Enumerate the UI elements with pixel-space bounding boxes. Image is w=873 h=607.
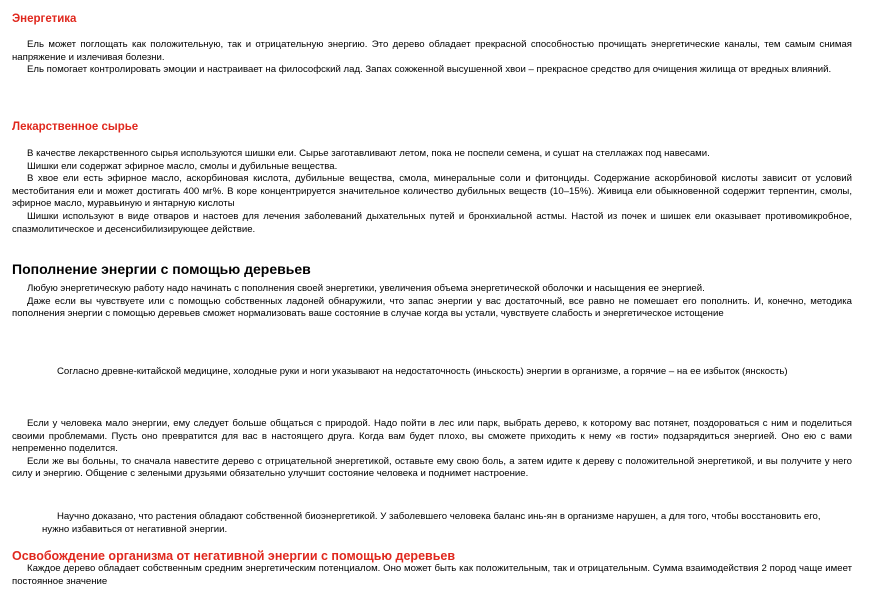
paragraph: Шишки ели содержат эфирное масло, смолы и дубильные вещества. [27, 160, 338, 172]
paragraph: Шишки используют в виде отваров и настоев для лечения заболеваний дыхательных путей и бронхиальной астмы. Настой из почек и шишек ели оказывает противомикробное, спазмолитическое и десенсибилизирующее действие. [12, 210, 852, 235]
paragraph: В качестве лекарственного сырья используются шишки ели. Сырье заготавливают летом, пока не поспели семена, и сушат на стеллажах под навесами. [27, 148, 710, 159]
quote-text: Научно доказано, что растения обладают собственной биоэнергетикой. У заболевшего человека баланс инь-ян в организме нарушен, а для того, чтобы восстановить его, нужно избавиться от негативной энергии. [42, 511, 821, 535]
section-syrye [12, 121, 852, 236]
heading-popolnenie: Пополнение энергии с помощью деревьев [12, 261, 311, 277]
heading-energetika: Энергетика [12, 13, 77, 25]
paragraph: Ель помогает контролировать эмоции и настраивает на философский лад. Запах сожженной высушенной хвои – прекрасное средство для очищения жилища от вредных влияний. [27, 64, 832, 76]
section-popolnenie [12, 261, 852, 321]
paragraph: Если у человека мало энергии, ему следует больше общаться с природой. Надо пойти в лес или парк, выбрать дерево, к которому вас потянет, поздороваться с ним и поделиться своими проблемами. Пусть оно превратится для вас в настоящего друга. Когда вам будет плохо, вы сможете приходить к нему «в гости» подзарядиться энергией. Оно ею с вами непременно поделится. [12, 418, 852, 455]
quote-block-1 [12, 366, 852, 379]
paragraph: Любую энергетическую работу надо начинать с пополнения своей энергетики, увеличения объема энергетической оболочки и насыщения ее энергией. [27, 283, 705, 294]
quote-block-2 [12, 511, 852, 536]
heading-osvobozhdenie: Освобождение организма от негативной энергии с помощью деревьев [12, 549, 456, 563]
section-popolnenie-cont [12, 418, 852, 481]
paragraph: Если же вы больны, то сначала навестите дерево с отрицательной энергетикой, оставьте ему свою боль, а затем идите к дереву с положительной энергетикой, и вы получите у него силу и энергию. Общение с зелеными друзьями обязательно улучшит состояние человека и поднимет настроение. [12, 455, 852, 480]
section-osvobozhdenie [12, 549, 852, 588]
heading-syrye: Лекарственное сырье [12, 121, 139, 133]
section-energetika [12, 13, 852, 77]
paragraph: Ель может поглощать как положительную, так и отрицательную энергию. Это дерево обладает прекрасной способностью прочищать энергетические каналы, тем самым снимая напряжение и излечивая болезни. [12, 39, 852, 63]
quote-text: Согласно древне-китайской медицине, холодные руки и ноги указывают на недостаточность (иньскость) энергии в организме, а горячие – на ее избыток (янскость) [57, 366, 788, 377]
paragraph: В хвое ели есть эфирное масло, аскорбиновая кислота, дубильные вещества, смола, минеральные соли и фитонциды. Содержание аскорбиновой кислоты зависит от условий местобитания ели и может достигать 400 мг%. В коре концентрируется значительное количество дубильных веществ (10–15%). Живица ели обыкновенной содержит терпентин, смолы, эфирное масло, муравьиную и янтарную кислоты [12, 173, 852, 210]
paragraph: Даже если вы чувствуете или с помощью собственных ладоней обнаружили, что запас энергии у вас достаточный, все равно не помешает его пополнить. И, конечно, методика пополнения энергии с помощью деревьев сможет нормализовать ваше состояние в случае когда вы устали, чувствуете слабость и энергетическое истощение [12, 295, 852, 320]
paragraph: Каждое дерево обладает собственным средним энергетическим потенциалом. Оно может быть как положительным, так и отрицательным. Сумма взаимодействия 2 пород чаще имеет постоянное значение [12, 563, 852, 587]
